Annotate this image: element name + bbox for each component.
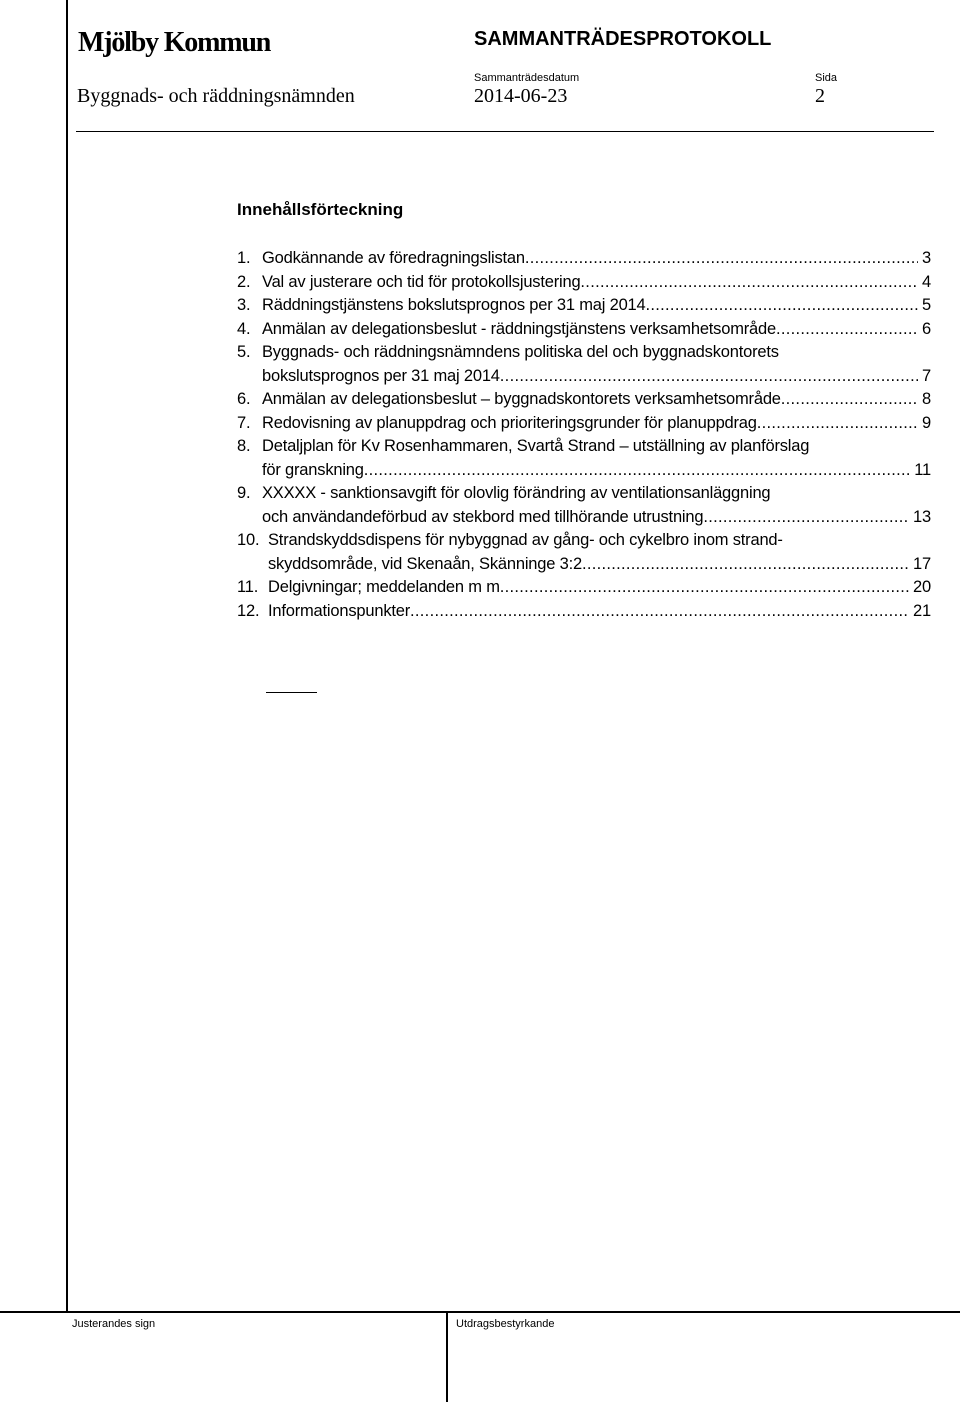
- toc-entry-page: 5: [922, 296, 931, 314]
- toc-entry-title: Godkännande av föredragningslistan: [262, 249, 525, 267]
- toc-entry-title: Strandskyddsdispens för nybyggnad av gång- och cykelbro inom strand-: [268, 531, 783, 549]
- dot-leader: [410, 600, 909, 624]
- toc-entry-page: 13: [913, 507, 931, 526]
- committee-name: Byggnads- och räddningsnämnden: [77, 85, 355, 107]
- toc-entry-number: 12.: [237, 601, 260, 620]
- dot-leader: [703, 506, 909, 530]
- toc-entry-line: [262, 412, 931, 436]
- toc-entry-title: Byggnads- och räddningsnämndens politiska del och byggnadskontorets: [262, 343, 779, 361]
- toc-entry-line: [268, 529, 931, 553]
- dot-leader: [781, 388, 918, 412]
- toc-entry-number: 8.: [237, 437, 251, 455]
- toc-entry-line: [262, 506, 931, 530]
- toc-entry-page: 8: [922, 390, 931, 408]
- toc-entry-page: 21: [913, 601, 931, 620]
- toc-entry-title: Anmälan av delegationsbeslut - räddningstjänstens verksamhetsområde: [262, 319, 776, 338]
- meeting-date: 2014-06-23: [474, 85, 568, 107]
- toc-entry-number: 7.: [237, 413, 251, 432]
- org-name: Mjölby Kommun: [78, 27, 271, 58]
- toc-entry-line: [262, 318, 931, 342]
- toc-entry-number: 2.: [237, 272, 251, 291]
- signature-label: Justerandes sign: [72, 1318, 156, 1330]
- toc-entry: [237, 341, 931, 388]
- toc-entry-page: 9: [922, 413, 931, 432]
- dot-leader: [364, 459, 911, 483]
- toc-entry-page: 20: [913, 578, 931, 596]
- toc-entry-page: 3: [922, 249, 931, 267]
- document-title: SAMMANTRÄDESPROTOKOLL: [474, 28, 772, 50]
- toc-entry: [237, 482, 931, 529]
- page-label: Sida: [815, 72, 838, 84]
- toc-entry-title: XXXXX - sanktionsavgift för olovlig förändring av ventilationsanläggning: [262, 484, 771, 502]
- toc-entry-line: [262, 294, 931, 318]
- dot-leader: [582, 553, 909, 577]
- toc-entry-number: 4.: [237, 319, 251, 338]
- toc-entry-line: [262, 388, 931, 412]
- dot-leader: [525, 247, 918, 271]
- toc-entry-line: [262, 247, 931, 271]
- toc-entry-line: [268, 553, 931, 577]
- dot-leader: [500, 365, 918, 389]
- toc-entry: [237, 600, 931, 624]
- toc-entry-line: [262, 271, 931, 295]
- toc-entry-number: 9.: [237, 484, 251, 502]
- toc-entry-title: Informationspunkter: [268, 601, 411, 620]
- toc-entry-title: Redovisning av planuppdrag och prioriteringsgrunder för planuppdrag: [262, 413, 757, 432]
- dot-leader: [580, 271, 918, 295]
- toc-entry-page: 11: [914, 460, 931, 479]
- toc-entry: [237, 576, 931, 600]
- toc-entry-line: [268, 576, 931, 600]
- end-rule: [266, 692, 317, 693]
- toc-entry: [237, 271, 931, 295]
- toc-entry-title: bokslutsprognos per 31 maj 2014: [262, 366, 500, 385]
- toc-entry: [237, 529, 931, 576]
- dot-leader: [500, 576, 909, 600]
- toc-entry-title: Val av justerare och tid för protokollsjustering: [262, 272, 581, 291]
- toc-entry-title: Delgivningar; meddelanden m m: [268, 578, 500, 596]
- page-number: 2: [815, 85, 825, 107]
- table-of-contents: [237, 247, 931, 623]
- toc-entry-page: 4: [922, 272, 931, 291]
- toc-entry-number: 1.: [237, 249, 251, 267]
- toc-entry-line: [262, 459, 931, 483]
- toc-entry: [237, 294, 931, 318]
- certification-label: Utdragsbestyrkande: [456, 1318, 555, 1330]
- toc-entry-title: Anmälan av delegationsbeslut – byggnadskontorets verksamhetsområde: [262, 390, 781, 408]
- dot-leader: [757, 412, 918, 436]
- toc-entry-number: 5.: [237, 343, 251, 361]
- toc-entry-title: skyddsområde, vid Skenaån, Skänninge 3:2: [268, 554, 582, 573]
- toc-entry-line: [262, 341, 931, 365]
- toc-entry-number: 6.: [237, 390, 251, 408]
- toc-entry-line: [268, 600, 931, 624]
- header-divider: [76, 131, 934, 132]
- toc-entry: [237, 412, 931, 436]
- toc-entry-title: och användandeförbud av stekbord med tillhörande utrustning: [262, 507, 704, 526]
- toc-entry-title: Räddningstjänstens bokslutsprognos per 31 maj 2014: [262, 296, 646, 314]
- meeting-date-label: Sammanträdesdatum: [474, 72, 580, 84]
- toc-entry-line: [262, 365, 931, 389]
- footer-column-divider: [446, 1312, 448, 1402]
- toc-entry-number: 11.: [237, 578, 259, 596]
- footer-divider: [0, 1311, 960, 1313]
- toc-entry-page: 7: [922, 366, 931, 385]
- left-margin-rule: [66, 0, 68, 1312]
- toc-entry: [237, 388, 931, 412]
- toc-entry-line: [262, 435, 931, 459]
- toc-entry-line: [262, 482, 931, 506]
- toc-entry-number: 3.: [237, 296, 251, 314]
- dot-leader: [646, 294, 919, 318]
- toc-entry: [237, 318, 931, 342]
- toc-heading: Innehållsförteckning: [237, 200, 404, 219]
- dot-leader: [776, 318, 918, 342]
- toc-entry: [237, 247, 931, 271]
- toc-entry-title: Detaljplan för Kv Rosenhammaren, Svartå Strand – utställning av planförslag: [262, 437, 810, 455]
- toc-entry-page: 6: [922, 319, 931, 338]
- toc-entry-number: 10.: [237, 531, 260, 549]
- toc-entry-title: för granskning: [262, 460, 364, 479]
- toc-entry: [237, 435, 931, 482]
- toc-entry-page: 17: [913, 554, 931, 573]
